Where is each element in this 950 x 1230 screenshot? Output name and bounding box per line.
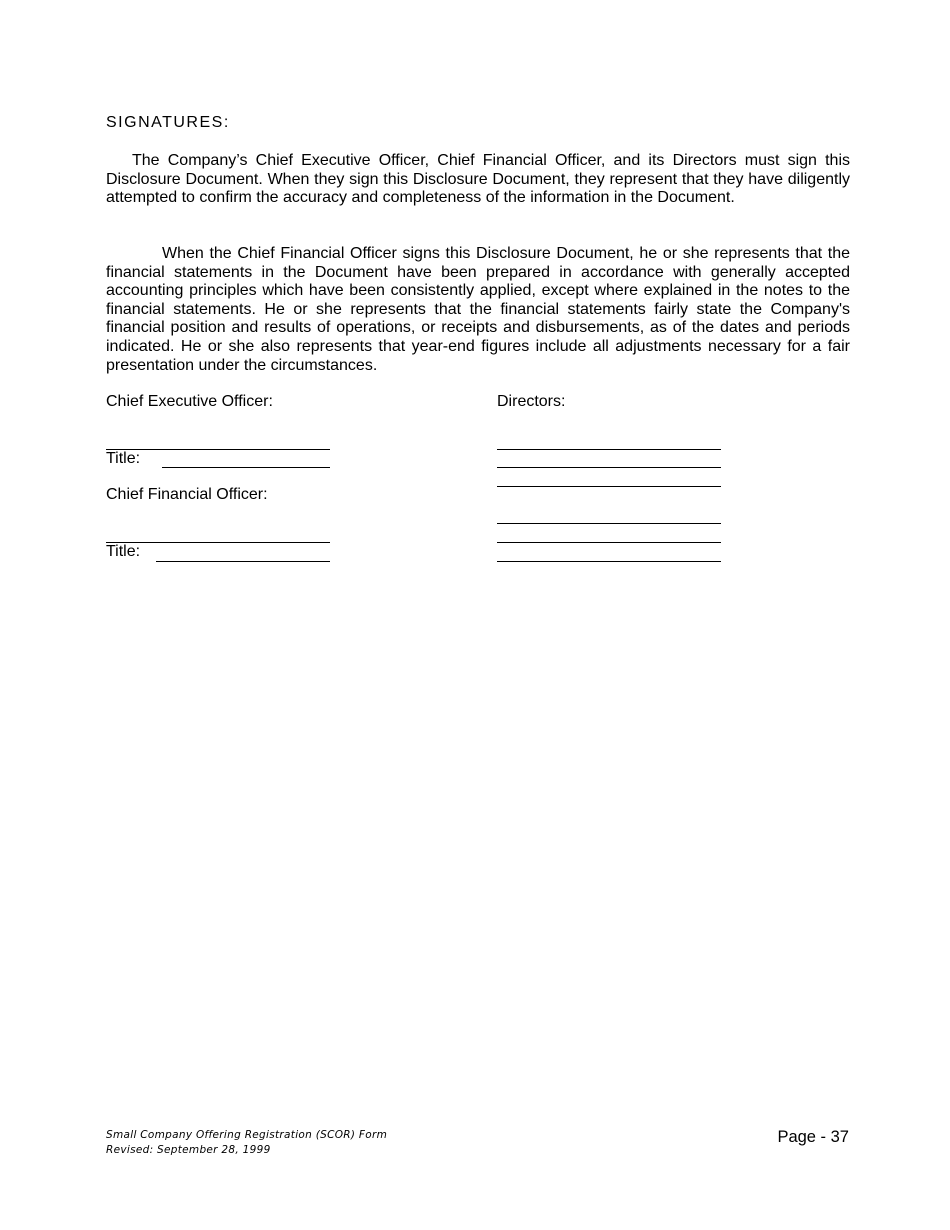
director-signature-line[interactable] — [497, 467, 721, 468]
director-signature-line[interactable] — [497, 542, 721, 543]
paragraph-cfo-representation: When the Chief Financial Officer signs this Disclosure Document, he or she represents that the financial statements in the Document have been prepared in accordance with generally accepted accounting principles which have been consistently applied, except where explained in the notes to the financial statements. He or she represents that the financial statements fairly state the Company's financial position and results of operations, or receipts and disbursements, as of the dates and periods indicated. He or she also represents that year-end figures include all adjustments necessary for a fair presentation under the circumstances. — [106, 245, 850, 374]
footer-form-name: Small Company Offering Registration (SCOR) Form — [106, 1129, 388, 1141]
director-signature-line[interactable] — [497, 561, 721, 562]
cfo-title-line[interactable] — [156, 561, 330, 562]
ceo-title-label: Title: — [106, 450, 141, 467]
cfo-title-label: Title: — [106, 543, 141, 560]
director-signature-line[interactable] — [497, 486, 721, 487]
cfo-label: Chief Financial Officer: — [106, 486, 268, 503]
footer-revised-date: Revised: September 28, 1999 — [106, 1143, 271, 1156]
director-signature-line[interactable] — [497, 523, 721, 524]
director-signature-line[interactable] — [497, 449, 721, 450]
paragraph-signing-requirement: The Company’s Chief Executive Officer, Chief Financial Officer, and its Directors must sign this Disclosure Document. When they sign this Disclosure Document, they represent that they have diligently attempted to confirm the accuracy and completeness of the information in the Document. — [106, 152, 850, 207]
ceo-title-line[interactable] — [162, 467, 330, 468]
directors-label: Directors: — [497, 393, 566, 410]
footer-form-info — [106, 1128, 387, 1157]
section-heading: SIGNATURES: — [106, 114, 230, 131]
ceo-label: Chief Executive Officer: — [106, 393, 273, 410]
page-number: Page - 37 — [777, 1128, 849, 1146]
